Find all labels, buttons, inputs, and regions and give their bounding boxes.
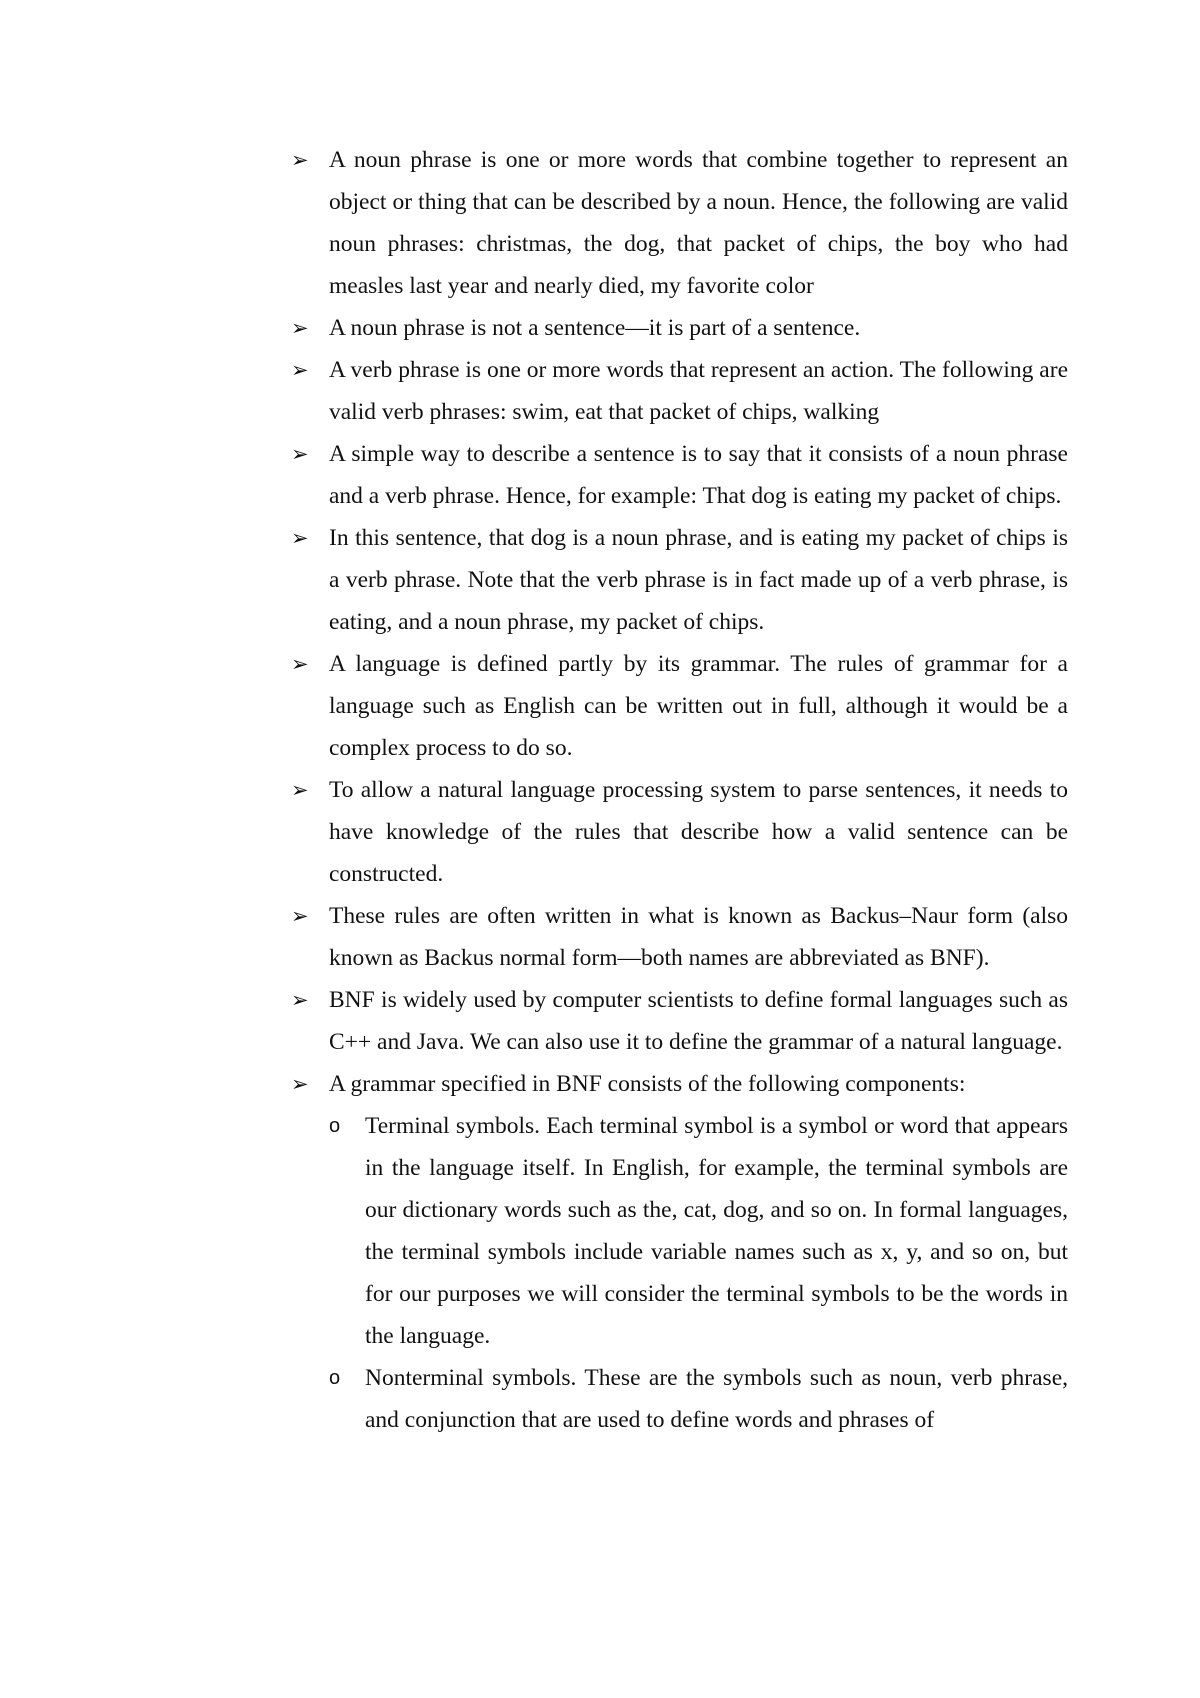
list-item [291,349,1068,433]
sub-bullet-text: Terminal symbols. Each terminal symbol is a symbol or word that appears in the language itself. In English, for example, the terminal symbols are our dictionary words such as the, cat, dog, and so on. In formal languages, the terminal symbols include variable names such as x, y, and so on, but for our purposes we will consider the terminal symbols to be the words in the language. [365,1113,1068,1349]
bullet-text: In this sentence, that dog is a noun phrase, and is eating my packet of chips is a verb phrase. Note that the verb phrase is in fact made up of a verb phrase, is eating, and a noun phrase, my packet of chips. [329,525,1068,635]
arrow-bullet-icon: ➢ [291,526,309,550]
list-item [291,643,1068,769]
bullet-text: A grammar specified in BNF consists of the following components: [329,1071,966,1097]
bullet-text: A language is defined partly by its grammar. The rules of grammar for a language such as English can be written out in full, although it would be a complex process to do so. [329,651,1068,761]
list-item [291,979,1068,1063]
bullet-text: A noun phrase is one or more words that combine together to represent an object or thing that can be described by a noun. Hence, the following are valid noun phrases: christmas, the dog, that packet of chips, the boy who had measles last year and nearly died, my favorite color [329,147,1068,299]
bullet-text: To allow a natural language processing system to parse sentences, it needs to have knowledge of the rules that describe how a valid sentence can be constructed. [329,777,1068,887]
arrow-bullet-icon: ➢ [291,442,309,466]
sub-bullet-list [329,1105,1068,1441]
arrow-bullet-icon: ➢ [291,358,309,382]
list-item [291,1063,1068,1441]
bullet-text: A noun phrase is not a sentence—it is part of a sentence. [329,315,861,341]
bullet-text: A verb phrase is one or more words that represent an action. The following are valid verb phrases: swim, eat that packet of chips, walking [329,357,1068,425]
arrow-bullet-icon: ➢ [291,988,309,1012]
bullet-list [291,139,1068,1441]
sub-bullet-text: Nonterminal symbols. These are the symbols such as noun, verb phrase, and conjunction that are used to define words and phrases of [365,1365,1068,1433]
list-item [291,517,1068,643]
arrow-bullet-icon: ➢ [291,778,309,802]
sub-list-item [329,1357,1068,1441]
circle-bullet-icon: o [329,1115,341,1137]
bullet-text: A simple way to describe a sentence is to say that it consists of a noun phrase and a verb phrase. Hence, for example: That dog is eating my packet of chips. [329,441,1068,509]
list-item [291,139,1068,307]
circle-bullet-icon: o [329,1367,341,1389]
list-item [291,307,1068,349]
arrow-bullet-icon: ➢ [291,652,309,676]
list-item [291,433,1068,517]
bullet-text: BNF is widely used by computer scientists to define formal languages such as C++ and Java. We can also use it to define the grammar of a natural language. [329,987,1068,1055]
arrow-bullet-icon: ➢ [291,904,309,928]
bullet-text: These rules are often written in what is known as Backus–Naur form (also known as Backus normal form—both names are abbreviated as BNF). [329,903,1068,971]
list-item [291,769,1068,895]
sub-list-item [329,1105,1068,1357]
page-content [291,139,1068,1441]
arrow-bullet-icon: ➢ [291,1072,309,1096]
list-item [291,895,1068,979]
arrow-bullet-icon: ➢ [291,316,309,340]
arrow-bullet-icon: ➢ [291,148,309,172]
